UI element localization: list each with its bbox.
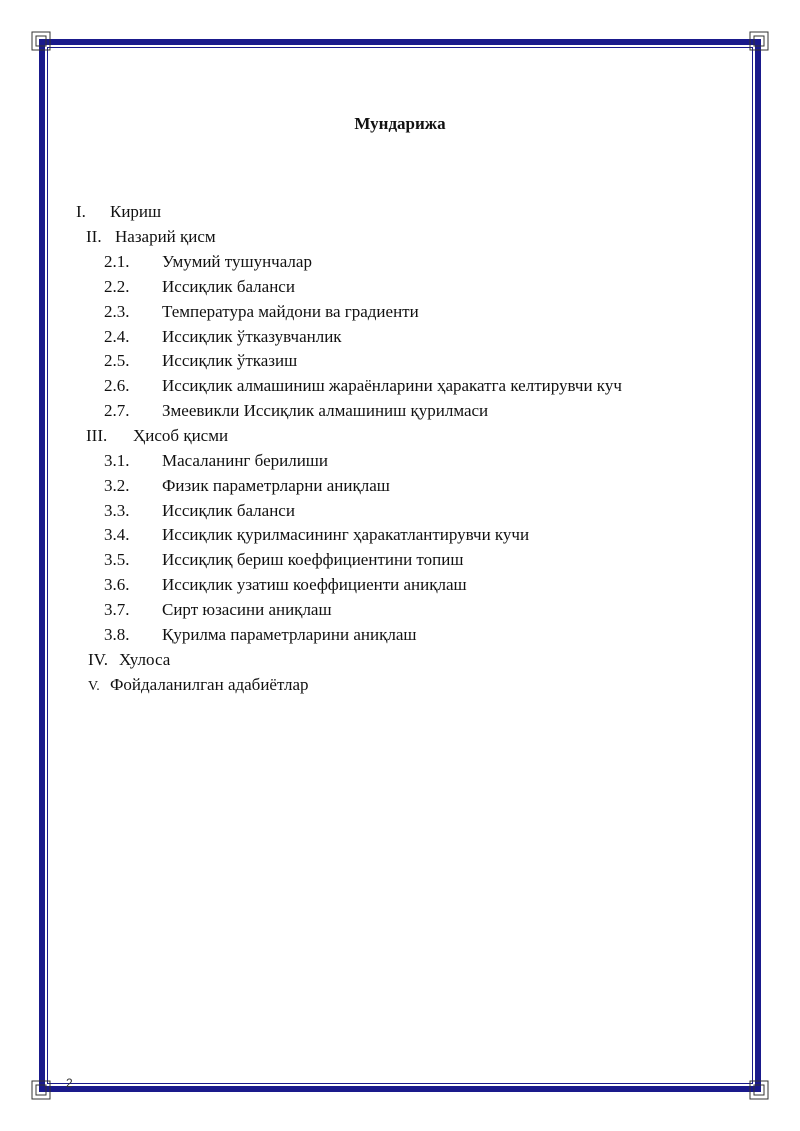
toc-item-number: 3.8. bbox=[104, 625, 130, 644]
toc-item-text: Иссиқлик қурилмасининг ҳаракатлантирувчи кучи bbox=[162, 525, 530, 544]
toc-item-text: Ҳисоб қисми bbox=[133, 426, 229, 445]
toc-item-text: Физик параметрларни аниқлаш bbox=[162, 476, 390, 495]
toc-item-text: Иссиқлик баланси bbox=[162, 277, 295, 296]
toc-item-number: 3.6. bbox=[104, 575, 130, 594]
toc-item-text: Иссиқлик ўтказиш bbox=[162, 351, 298, 370]
toc-item-text: Змеевикли Иссиқлик алмашиниш қурилмаси bbox=[162, 401, 489, 420]
corner-ornament-bottom-right bbox=[749, 1080, 769, 1100]
page-title: Мундарижа bbox=[354, 114, 446, 133]
toc-item-text: Назарий қисм bbox=[115, 227, 216, 246]
corner-ornament-top-right bbox=[749, 31, 769, 51]
toc-item-number: 3.3. bbox=[104, 501, 130, 520]
toc-item-number: V. bbox=[88, 679, 100, 694]
toc-item-text: Фойдаланилган адабиётлар bbox=[110, 675, 309, 694]
toc-item-text: Иссиқлик баланси bbox=[162, 501, 295, 520]
toc-item-text: Сирт юзасини аниқлаш bbox=[162, 600, 332, 619]
toc-item-number: 2.3. bbox=[104, 302, 130, 321]
toc-item-number: 3.2. bbox=[104, 476, 130, 495]
toc-item-text: Иссиқлик алмашиниш жараёнларини ҳаракатга келтирувчи куч bbox=[162, 376, 622, 395]
toc-item-number: I. bbox=[76, 202, 86, 221]
page-number: 2 bbox=[66, 1076, 73, 1090]
toc-item-text: Кириш bbox=[110, 202, 162, 221]
toc-item-number: 2.6. bbox=[104, 376, 130, 395]
toc-item-number: 2.7. bbox=[104, 401, 130, 420]
toc-item-number: 2.5. bbox=[104, 351, 130, 370]
toc-item-text: Иссиқлик узатиш коеффициенти аниқлаш bbox=[162, 575, 467, 594]
toc-item-number: 3.7. bbox=[104, 600, 130, 619]
toc-item-number: III. bbox=[86, 426, 108, 445]
toc-item-text: Температура майдони ва градиенти bbox=[162, 302, 419, 321]
toc-item-number: 3.4. bbox=[104, 525, 130, 544]
toc-item-text: Иссиқлик ўтказувчанлик bbox=[162, 327, 342, 346]
toc-item-text: Қурилма параметрларини аниқлаш bbox=[162, 625, 417, 644]
toc-item-number: IV. bbox=[88, 650, 108, 669]
toc-item-number: II. bbox=[86, 227, 102, 246]
corner-ornament-top-left bbox=[31, 31, 51, 51]
toc-item-text: Иссиқлиқ бериш коеффициентини топиш bbox=[162, 550, 464, 569]
toc-item-number: 2.2. bbox=[104, 277, 130, 296]
toc-item-text: Хулоса bbox=[119, 650, 171, 669]
corner-ornament-bottom-left bbox=[31, 1080, 51, 1100]
toc-item-number: 3.1. bbox=[104, 451, 130, 470]
toc-item-number: 3.5. bbox=[104, 550, 130, 569]
toc-item-text: Умумий тушунчалар bbox=[162, 252, 312, 271]
toc-item-text: Масаланинг берилиши bbox=[162, 451, 328, 470]
toc-item-number: 2.4. bbox=[104, 327, 130, 346]
toc-item-number: 2.1. bbox=[104, 252, 130, 271]
